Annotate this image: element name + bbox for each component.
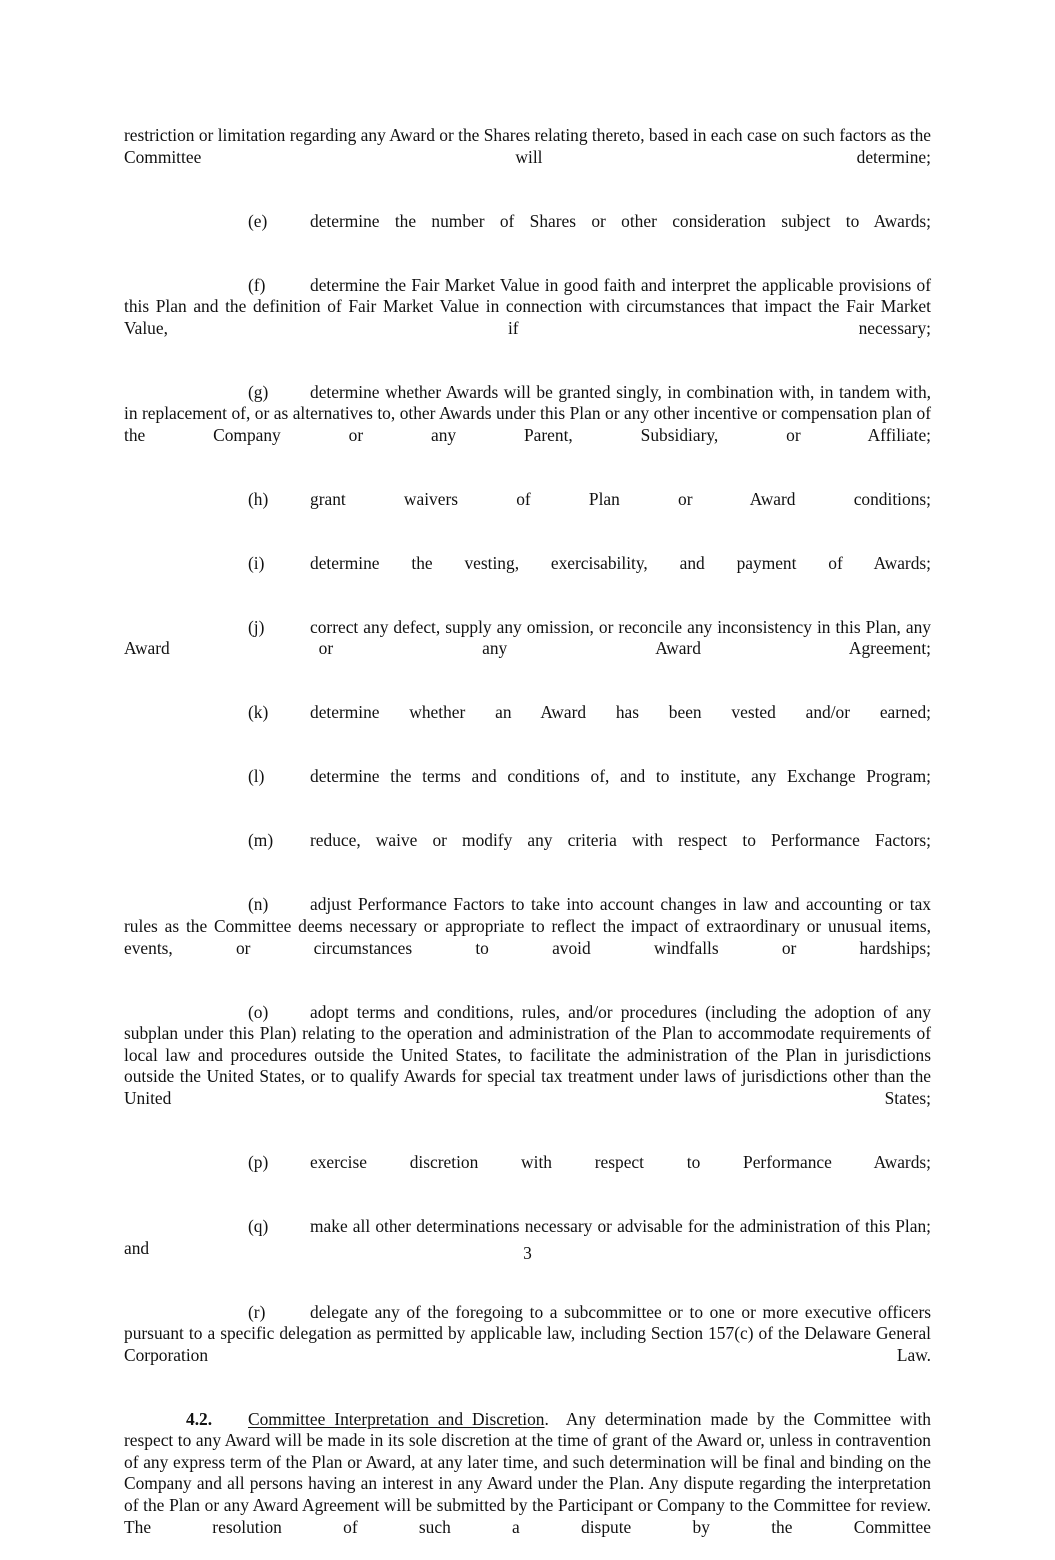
item-m: [124, 830, 931, 873]
item-o: [124, 1002, 931, 1132]
item-text: adjust Performance Factors to take into account changes in law and accounting or tax rules as the Committee deems necessary or appropriate to reflect the impact of extraordinary or unusual items, events, or circumstances to avoid windfalls or hardships;: [124, 894, 931, 958]
section-heading-punct: .: [544, 1408, 549, 1429]
item-text: determine whether an Award has been vested and/or earned;: [310, 702, 931, 723]
item-label: (o): [248, 1001, 269, 1022]
section-4-2: [124, 1409, 931, 1560]
item-label: (m): [248, 830, 274, 851]
item-e: [124, 211, 931, 254]
page-number: 3: [523, 1243, 532, 1263]
item-text: grant waivers of Plan or Award conditions;: [310, 488, 931, 509]
item-n: [124, 894, 931, 980]
item-label: (h): [248, 488, 269, 509]
item-label: (q): [248, 1215, 269, 1236]
item-text: determine whether Awards will be granted singly, in combination with, in tandem with, in replacement of, or as alternatives to, other Awards under this Plan or any other incentive or compensation plan of the Company or any Parent, Subsidiary, or Affiliate;: [124, 381, 931, 445]
item-h: [124, 489, 931, 532]
item-label: (j): [248, 616, 265, 637]
item-r: [124, 1302, 931, 1388]
item-text: determine the Fair Market Value in good faith and interpret the applicable provisions of this Plan and the definition of Fair Market Value in connection with circumstances that impact the Fair Market Value, if necessary;: [124, 274, 931, 338]
item-j: [124, 617, 931, 682]
item-text: delegate any of the foregoing to a subcommittee or to one or more executive officers pursuant to a specific delegation as permitted by applicable law, including Section 157(c) of the Delaware General Corporation Law.: [124, 1301, 931, 1365]
item-label: (r): [248, 1301, 266, 1322]
item-label: (n): [248, 894, 269, 915]
item-text: determine the number of Shares or other consideration subject to Awards;: [310, 210, 931, 231]
item-label: (k): [248, 702, 269, 723]
item-text: reduce, waive or modify any criteria with respect to Performance Factors;: [310, 830, 931, 851]
item-text: determine the terms and conditions of, and to institute, any Exchange Program;: [310, 766, 931, 787]
item-f: [124, 275, 931, 361]
section-body: Any determination made by the Committee with respect to any Award will be made in its sole discretion at the time of grant of the Award or, unless in contravention of any express term of the Plan or Award, at any later time, and such determination will be final and binding on the Company and all persons having an interest in any Award under the Plan. Any dispute regarding the interpretation of the Plan or any Award Agreement will be submitted by the Participant or Company to the Committee for review. The resolution of such a dispute by the Committee: [124, 1408, 931, 1537]
item-label: (g): [248, 381, 269, 402]
item-i: [124, 553, 931, 596]
item-l: [124, 766, 931, 809]
item-text: exercise discretion with respect to Performance Awards;: [310, 1151, 931, 1172]
document-page: [124, 125, 931, 1560]
item-label: (l): [248, 766, 265, 787]
section-number: 4.2.: [186, 1408, 213, 1429]
item-p: [124, 1152, 931, 1195]
item-text: correct any defect, supply any omission, or reconcile any inconsistency in this Plan, any Award or any Award Agreement;: [124, 616, 931, 659]
item-text: determine the vesting, exercisability, and payment of Awards;: [310, 552, 931, 573]
section-heading: Committee Interpretation and Discretion: [248, 1408, 545, 1429]
item-g: [124, 382, 931, 468]
item-text: make all other determinations necessary or advisable for the administration of this Plan; and: [124, 1215, 931, 1258]
intro-paragraph: restriction or limitation regarding any Award or the Shares relating thereto, based in each case on such factors as the Committee will determine;: [124, 125, 931, 167]
item-text: adopt terms and conditions, rules, and/or procedures (including the adoption of any subplan under this Plan) relating to the operation and administration of the Plan to accommodate requirements of local law and procedures outside the United States, to facilitate the administration of the Plan in jurisdictions outside the United States, or to qualify Awards for special tax treatment under laws of jurisdictions other than the United States;: [124, 1001, 931, 1108]
item-label: (e): [248, 210, 268, 231]
item-label: (f): [248, 274, 266, 295]
item-k: [124, 702, 931, 745]
item-label: (i): [248, 552, 265, 573]
item-label: (p): [248, 1151, 269, 1172]
